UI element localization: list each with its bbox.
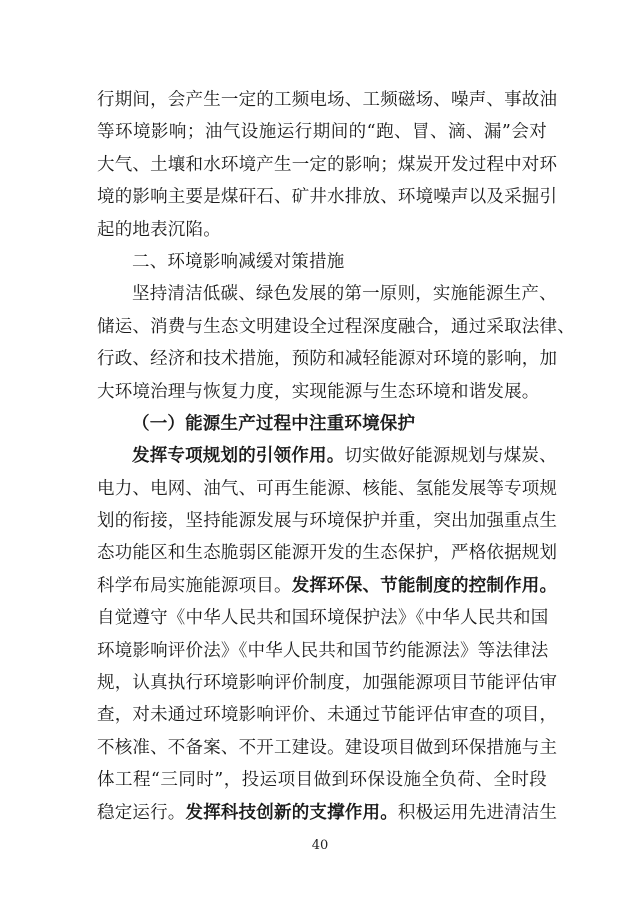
paragraph-1-line-4: 境的影响主要是煤矸石、矿井水排放、环境噪声以及采掘引	[97, 187, 558, 208]
paragraph-3-line-6: 自觉遵守《中华人民共和国环境保护法》《中华人民共和国	[97, 608, 549, 629]
paragraph-1-line-5: 起的地表沉陷。	[97, 219, 221, 240]
paragraph-1-line-2: 等环境影响；油气设施运行期间的“跑、冒、滴、漏”会对	[97, 122, 547, 143]
paragraph-2-line-1: 坚持清洁低碳、绿色发展的第一原则，实施能源生产、	[132, 284, 557, 305]
paragraph-3-line-12-text: 稳定运行。	[97, 802, 186, 823]
lead-phrase-innovation: 发挥科技创新的支撑作用。	[185, 802, 398, 823]
paragraph-3-line-11: 体工程“三同时”，投运项目做到环保设施全负荷、全时段	[97, 770, 547, 791]
paragraph-2-line-4: 大环境治理与恢复力度，实现能源与生态环境和谐发展。	[97, 381, 540, 402]
page-content	[97, 84, 575, 829]
paragraph-1-line-1: 行期间，会产生一定的工频电场、工频磁场、噪声、事故油	[97, 90, 558, 110]
subsection-1-heading: （一）能源生产过程中注重环境保护	[132, 413, 416, 434]
paragraph-3-line-4: 态功能区和生态脆弱区能源开发的生态保护，严格依据规划	[97, 543, 558, 564]
paragraph-3-line-2: 电力、电网、油气、可再生能源、核能、氢能发展等专项规	[97, 478, 558, 499]
paragraph-2-line-3: 行政、经济和技术措施，预防和减轻能源对环境的影响，加	[97, 349, 558, 370]
paragraph-3-line-3: 划的衔接，坚持能源发展与环境保护并重，突出加强重点生	[97, 511, 558, 532]
paragraph-2-line-2: 储运、消费与生态文明建设全过程深度融合，通过采取法律、	[97, 316, 575, 337]
lead-phrase-control: 发挥环保、节能制度的控制作用。	[291, 575, 558, 596]
paragraph-3-line-5-text: 科学布局实施能源项目。	[97, 575, 292, 596]
paragraph-3-line-9: 查，对未通过环境影响评价、未通过节能评估审查的项目，	[97, 705, 558, 726]
paragraph-3-line-1-text: 切实做好能源规划与煤炭、	[344, 446, 557, 467]
paragraph-3-line-5	[97, 570, 558, 602]
paragraph-3-line-1	[97, 440, 557, 472]
section-2-heading: 二、环境影响减缓对策措施	[132, 251, 345, 272]
paragraph-3-line-8: 规，认真执行环境影响评价制度，加强能源项目节能评估审	[97, 673, 558, 694]
paragraph-3-line-12-tail: 积极运用先进清洁生	[397, 802, 558, 823]
page-number: 40	[311, 838, 329, 853]
paragraph-3-line-12	[97, 797, 558, 829]
paragraph-1-line-3: 大气、土壤和水环境产生一定的影响；煤炭开发过程中对环	[97, 154, 558, 175]
paragraph-3-line-7: 环境影响评价法》《中华人民共和国节约能源法》等法律法	[97, 640, 549, 661]
lead-phrase-planning: 发挥专项规划的引领作用。	[132, 446, 345, 467]
paragraph-3-line-10: 不核准、不备案、不开工建设。建设项目做到环保措施与主	[97, 737, 558, 758]
